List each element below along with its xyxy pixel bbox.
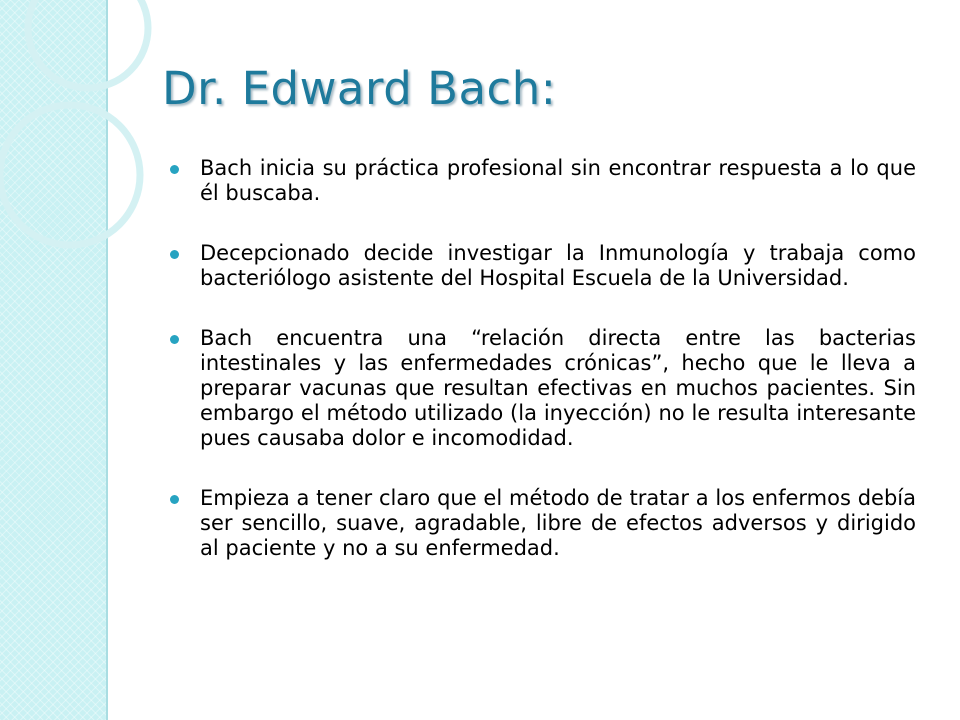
decorative-ring-large	[0, 105, 140, 245]
bullet-list	[168, 156, 916, 596]
bullet-text: Empieza a tener claro que el método de tratar a los enfermos debía ser sencillo, suave, agradable, libre de efectos adversos y dirigido al paciente y no a su enfermedad.	[200, 486, 916, 560]
bullet-item	[168, 326, 916, 451]
bullet-item	[168, 241, 916, 291]
bullet-marker-icon	[170, 495, 179, 504]
bullet-item	[168, 486, 916, 561]
decorative-ring-small	[28, 0, 148, 88]
bullet-marker-icon	[170, 165, 179, 174]
bullet-text: Decepcionado decide investigar la Inmunología y trabaja como bacteriólogo asistente del Hospital Escuela de la Universidad.	[200, 241, 916, 290]
slide-title: Dr. Edward Bach:	[162, 62, 557, 115]
bullet-marker-icon	[170, 250, 179, 259]
bullet-text: Bach encuentra una “relación directa entre las bacterias intestinales y las enfermedades crónicas”, hecho que le lleva a preparar vacunas que resultan efectivas en muchos pacientes. Sin embargo el método utilizado (la inyección) no le resulta interesante pues causaba dolor e incomodidad.	[200, 326, 916, 450]
bullet-marker-icon	[170, 335, 179, 344]
bullet-text: Bach inicia su práctica profesional sin encontrar respuesta a lo que él buscaba.	[200, 156, 916, 205]
bullet-item	[168, 156, 916, 206]
